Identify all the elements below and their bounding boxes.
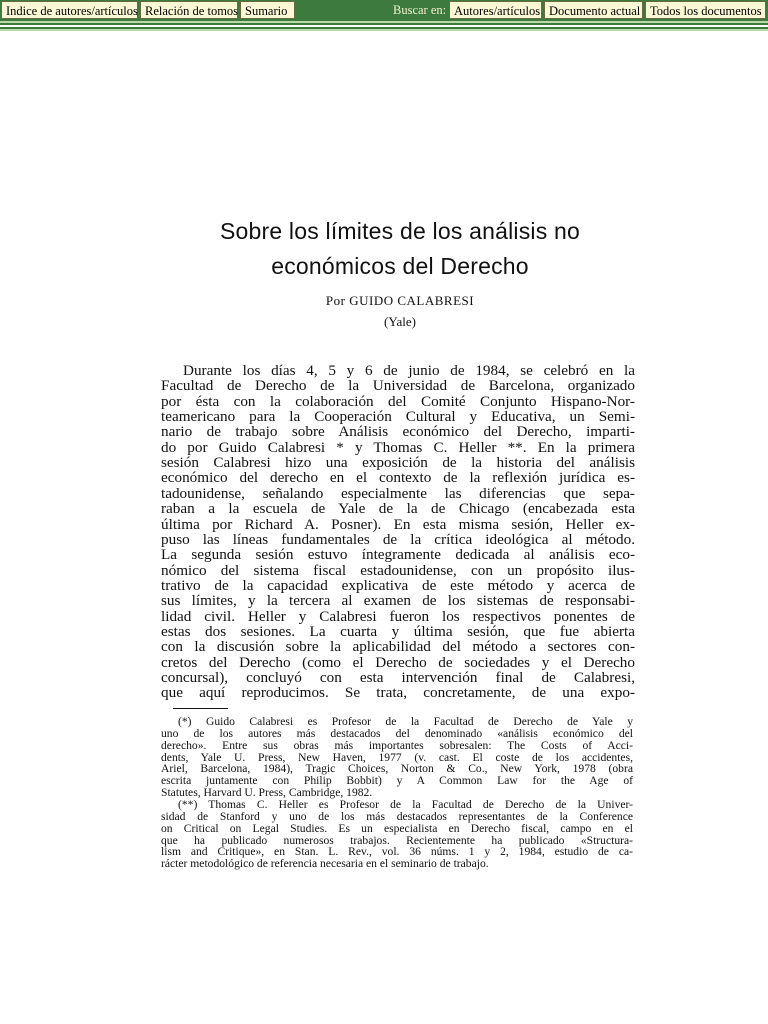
footnote-line: lism and Critique», en Stan. L. Rev., vol. 36 núms. 1 y 2, 1984, estudio de ca-	[161, 845, 633, 859]
body-text-line: trativo de la capacidad explicativa de este método y acerca de	[161, 576, 635, 594]
body-text-line: nario de trabajo sobre Análisis económico del Derecho, imparti-	[161, 423, 635, 441]
body-text-line: raban a la escuela de Yale de la de Chicago (encabezada esta	[161, 500, 635, 518]
top-toolbar	[0, 0, 768, 21]
author-index-button[interactable]: Indice de autores/artículos	[1, 1, 138, 19]
body-text-line: tadounidense, señalando especialmente las diferencias que sepa-	[161, 484, 635, 502]
toolbar-divider	[0, 21, 768, 35]
footnote-line: rácter metodológico de referencia necesaria en el seminario de trabajo.	[161, 857, 489, 871]
footnote-line: que ha publicado numerosos trabajos. Recientemente ha publicado «Structura-	[161, 833, 633, 847]
search-in-label: Buscar en:	[393, 3, 447, 17]
footnote-line: dents, Yale U. Press, New Haven, 1977 (v. cast. El coste de los accidentes,	[161, 750, 633, 764]
footnote-line: (**) Thomas C. Heller es Profesor de la Facultad de Derecho de la Univer-	[178, 797, 633, 811]
body-text-line: teamericano para la Cooperación Cultural y Educativa, un Semi-	[161, 408, 635, 426]
footnote-line: derecho». Entre sus obras más importantes sobresalen: The Costs of Acci-	[161, 738, 633, 752]
body-text-line: La segunda sesión estuvo íntegramente dedicada al análisis eco-	[161, 546, 635, 564]
body-text-line: por ésta con la colaboración del Comité Conjunto Hispano-Nor-	[161, 392, 635, 410]
body-text-line: última por Richard A. Posner). En esta misma sesión, Heller ex-	[161, 515, 635, 533]
footnote-line: escrita juntamente con Philip Bobbit) y A Common Law for the Age of	[161, 774, 633, 788]
body-text-line: nómico del sistema fiscal estadounidense, con un propósito ilus-	[161, 561, 635, 579]
summary-button[interactable]: Sumario	[240, 1, 295, 19]
body-text-line: económico del derecho en el contexto de la reflexión jurídica es-	[161, 469, 635, 487]
author-affiliation: (Yale)	[384, 314, 416, 329]
body-text-line: estas dos sesiones. La cuarta y última sesión, que fue abierta	[161, 622, 635, 640]
search-current-document-button[interactable]: Documento actual	[544, 1, 643, 19]
article-title-line-2: económicos del Derecho	[271, 253, 529, 279]
body-text-line: do por Guido Calabresi * y Thomas C. Heller **. En la primera	[161, 438, 635, 456]
body-text-line: puso las líneas fundamentales de la crítica ideológica al método.	[161, 530, 635, 548]
body-text-line: cretos del Derecho (como el Derecho de sociedades y el Derecho	[161, 653, 635, 671]
document-page	[0, 35, 768, 1024]
search-authors-button[interactable]: Autores/artículos	[449, 1, 542, 19]
body-text-line: concursal), concluyó con esta intervención final de Calabresi,	[161, 669, 635, 686]
footnote-separator	[173, 708, 228, 709]
footnote-line: Ariel, Barcelona, 1984), Tragic Choices, Norton & Co., New York, 1978 (obra	[161, 762, 633, 776]
volumes-list-button[interactable]: Relación de tomos	[140, 1, 238, 19]
footnote-line: uno de los autores más destacados del denominado «análisis económico del	[161, 726, 633, 740]
footnote-line: on Critical on Legal Studies. Es un especialista en Derecho fiscal, campo en el	[161, 821, 633, 835]
footnote-line: (*) Guido Calabresi es Profesor de la Facultad de Derecho de Yale y	[178, 715, 633, 728]
article-author: Por GUIDO CALABRESI	[325, 293, 475, 308]
body-text-line: Durante los días 4, 5 y 6 de junio de 1984, se celebró en la	[183, 362, 635, 379]
body-text-line: que aquí reproducimos. Se trata, concretamente, de una expo-	[161, 684, 635, 702]
search-all-documents-button[interactable]: Todos los documentos	[645, 1, 766, 19]
body-text-line: lidad civil. Heller y Calabresi fueron los respectivos ponentes de	[161, 607, 635, 625]
body-text-line: sesión Calabresi hizo una exposición de la historia del análisis	[161, 454, 635, 472]
body-text-line: con la discusión sobre la aplicabilidad del método a sectores con-	[161, 638, 635, 656]
article-title-line-1: Sobre los límites de los análisis no	[219, 218, 581, 244]
footnote-line: sidad de Stanford y uno de los más destacados representantes de la Conference	[161, 809, 633, 823]
body-text-line: Facultad de Derecho de la Universidad de Barcelona, organizado	[161, 377, 635, 395]
footnote-line: Statutes, Harvard U. Press, Cambridge, 1982.	[161, 786, 373, 800]
body-text-line: sus límites, y la tercera al examen de los sistemas de responsabi-	[161, 592, 635, 610]
